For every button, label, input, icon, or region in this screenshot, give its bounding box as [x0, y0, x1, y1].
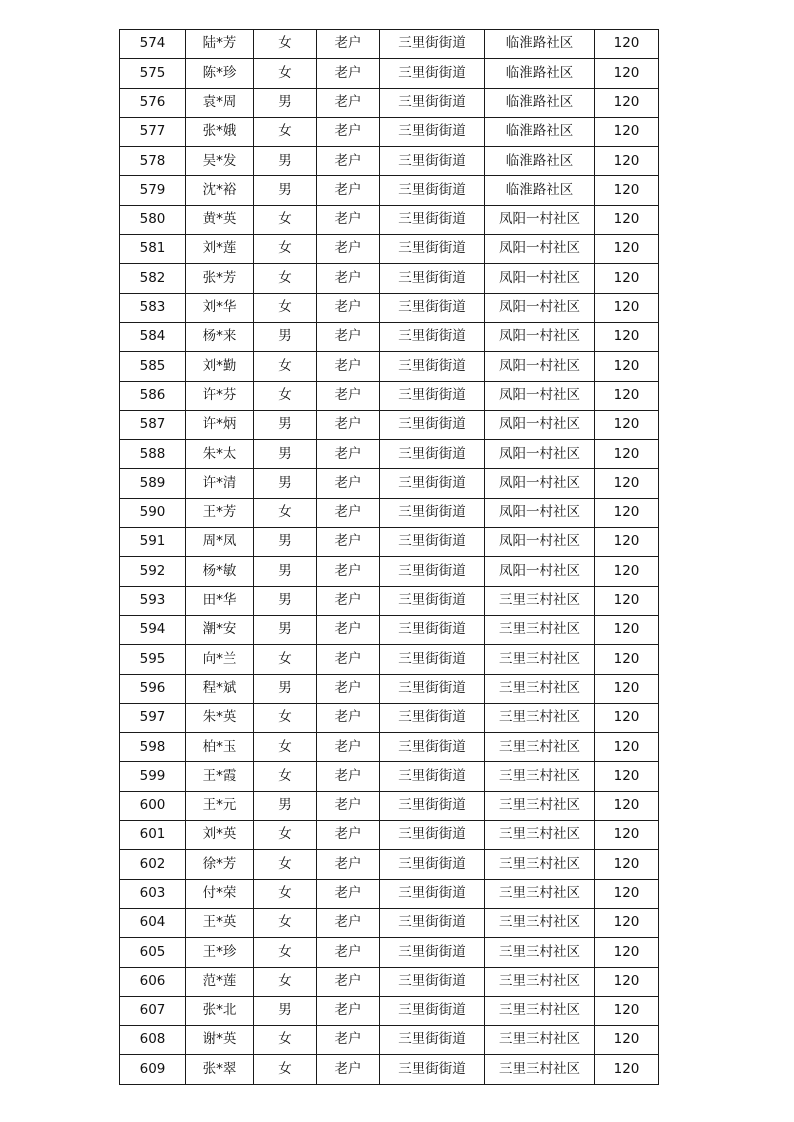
table-row — [120, 176, 659, 205]
table-row — [120, 996, 659, 1025]
serial-number-cell: 588 — [120, 440, 186, 469]
name-cell: 张*翠 — [186, 1055, 254, 1084]
street-cell: 三里街街道 — [380, 381, 485, 410]
community-cell: 临淮路社区 — [485, 59, 595, 88]
community-cell: 三里三村社区 — [485, 1026, 595, 1055]
gender-cell: 女 — [254, 293, 317, 322]
street-cell: 三里街街道 — [380, 528, 485, 557]
name-cell: 许*清 — [186, 469, 254, 498]
amount-cell: 120 — [595, 147, 659, 176]
household-type-cell: 老户 — [317, 996, 380, 1025]
amount-cell: 120 — [595, 440, 659, 469]
household-type-cell: 老户 — [317, 645, 380, 674]
name-cell: 沈*裕 — [186, 176, 254, 205]
name-cell: 王*珍 — [186, 938, 254, 967]
serial-number-cell: 603 — [120, 879, 186, 908]
amount-cell: 120 — [595, 117, 659, 146]
gender-cell: 男 — [254, 557, 317, 586]
community-cell: 三里三村社区 — [485, 762, 595, 791]
gender-cell: 女 — [254, 908, 317, 937]
name-cell: 张*芳 — [186, 264, 254, 293]
street-cell: 三里街街道 — [380, 440, 485, 469]
household-type-cell: 老户 — [317, 498, 380, 527]
table-row — [120, 293, 659, 322]
gender-cell: 男 — [254, 791, 317, 820]
community-cell: 凤阳一村社区 — [485, 557, 595, 586]
amount-cell: 120 — [595, 205, 659, 234]
amount-cell: 120 — [595, 908, 659, 937]
amount-cell: 120 — [595, 586, 659, 615]
street-cell: 三里街街道 — [380, 205, 485, 234]
gender-cell: 男 — [254, 322, 317, 351]
table-row — [120, 821, 659, 850]
table-row — [120, 469, 659, 498]
community-cell: 凤阳一村社区 — [485, 381, 595, 410]
table-row — [120, 645, 659, 674]
community-cell: 凤阳一村社区 — [485, 264, 595, 293]
gender-cell: 男 — [254, 674, 317, 703]
serial-number-cell: 607 — [120, 996, 186, 1025]
amount-cell: 120 — [595, 410, 659, 439]
street-cell: 三里街街道 — [380, 469, 485, 498]
serial-number-cell: 578 — [120, 147, 186, 176]
name-cell: 陆*芳 — [186, 30, 254, 59]
name-cell: 向*兰 — [186, 645, 254, 674]
serial-number-cell: 582 — [120, 264, 186, 293]
street-cell: 三里街街道 — [380, 293, 485, 322]
amount-cell: 120 — [595, 59, 659, 88]
household-type-cell: 老户 — [317, 293, 380, 322]
gender-cell: 女 — [254, 938, 317, 967]
amount-cell: 120 — [595, 791, 659, 820]
name-cell: 朱*英 — [186, 703, 254, 732]
serial-number-cell: 596 — [120, 674, 186, 703]
community-cell: 凤阳一村社区 — [485, 293, 595, 322]
street-cell: 三里街街道 — [380, 1026, 485, 1055]
community-cell: 凤阳一村社区 — [485, 322, 595, 351]
amount-cell: 120 — [595, 1026, 659, 1055]
community-cell: 三里三村社区 — [485, 938, 595, 967]
amount-cell: 120 — [595, 30, 659, 59]
gender-cell: 女 — [254, 59, 317, 88]
gender-cell: 女 — [254, 850, 317, 879]
community-cell: 三里三村社区 — [485, 703, 595, 732]
gender-cell: 女 — [254, 117, 317, 146]
gender-cell: 女 — [254, 352, 317, 381]
name-cell: 王*霞 — [186, 762, 254, 791]
household-type-cell: 老户 — [317, 879, 380, 908]
table-row — [120, 381, 659, 410]
amount-cell: 120 — [595, 381, 659, 410]
household-type-cell: 老户 — [317, 586, 380, 615]
household-type-cell: 老户 — [317, 147, 380, 176]
street-cell: 三里街街道 — [380, 967, 485, 996]
serial-number-cell: 580 — [120, 205, 186, 234]
community-cell: 三里三村社区 — [485, 586, 595, 615]
serial-number-cell: 602 — [120, 850, 186, 879]
serial-number-cell: 586 — [120, 381, 186, 410]
community-cell: 三里三村社区 — [485, 879, 595, 908]
table-row — [120, 703, 659, 732]
name-cell: 张*娥 — [186, 117, 254, 146]
serial-number-cell: 591 — [120, 528, 186, 557]
table-row — [120, 498, 659, 527]
household-type-cell: 老户 — [317, 352, 380, 381]
gender-cell: 男 — [254, 88, 317, 117]
amount-cell: 120 — [595, 850, 659, 879]
community-cell: 三里三村社区 — [485, 615, 595, 644]
gender-cell: 女 — [254, 30, 317, 59]
name-cell: 刘*勤 — [186, 352, 254, 381]
street-cell: 三里街街道 — [380, 1055, 485, 1084]
household-type-cell: 老户 — [317, 762, 380, 791]
gender-cell: 男 — [254, 586, 317, 615]
street-cell: 三里街街道 — [380, 264, 485, 293]
household-type-cell: 老户 — [317, 30, 380, 59]
street-cell: 三里街街道 — [380, 498, 485, 527]
table-row — [120, 117, 659, 146]
name-cell: 陈*珍 — [186, 59, 254, 88]
household-type-cell: 老户 — [317, 674, 380, 703]
gender-cell: 女 — [254, 733, 317, 762]
name-cell: 杨*敏 — [186, 557, 254, 586]
household-type-cell: 老户 — [317, 235, 380, 264]
amount-cell: 120 — [595, 1055, 659, 1084]
household-type-cell: 老户 — [317, 1055, 380, 1084]
serial-number-cell: 589 — [120, 469, 186, 498]
household-type-cell: 老户 — [317, 440, 380, 469]
street-cell: 三里街街道 — [380, 30, 485, 59]
gender-cell: 女 — [254, 645, 317, 674]
serial-number-cell: 597 — [120, 703, 186, 732]
community-cell: 凤阳一村社区 — [485, 498, 595, 527]
community-cell: 凤阳一村社区 — [485, 528, 595, 557]
community-cell: 三里三村社区 — [485, 674, 595, 703]
name-cell: 袁*周 — [186, 88, 254, 117]
household-type-cell: 老户 — [317, 908, 380, 937]
serial-number-cell: 579 — [120, 176, 186, 205]
household-type-cell: 老户 — [317, 821, 380, 850]
table-row — [120, 235, 659, 264]
serial-number-cell: 575 — [120, 59, 186, 88]
street-cell: 三里街街道 — [380, 235, 485, 264]
community-cell: 临淮路社区 — [485, 176, 595, 205]
roster-body — [120, 30, 659, 1085]
serial-number-cell: 583 — [120, 293, 186, 322]
serial-number-cell: 585 — [120, 352, 186, 381]
street-cell: 三里街街道 — [380, 791, 485, 820]
household-type-cell: 老户 — [317, 264, 380, 293]
name-cell: 刘*华 — [186, 293, 254, 322]
gender-cell: 男 — [254, 410, 317, 439]
table-row — [120, 879, 659, 908]
community-cell: 凤阳一村社区 — [485, 440, 595, 469]
gender-cell: 男 — [254, 147, 317, 176]
gender-cell: 男 — [254, 996, 317, 1025]
table-row — [120, 967, 659, 996]
roster-table — [119, 29, 659, 1085]
community-cell: 临淮路社区 — [485, 147, 595, 176]
community-cell: 三里三村社区 — [485, 908, 595, 937]
household-type-cell: 老户 — [317, 791, 380, 820]
gender-cell: 男 — [254, 440, 317, 469]
street-cell: 三里街街道 — [380, 703, 485, 732]
community-cell: 凤阳一村社区 — [485, 469, 595, 498]
street-cell: 三里街街道 — [380, 996, 485, 1025]
household-type-cell: 老户 — [317, 205, 380, 234]
amount-cell: 120 — [595, 703, 659, 732]
household-type-cell: 老户 — [317, 967, 380, 996]
amount-cell: 120 — [595, 322, 659, 351]
gender-cell: 女 — [254, 264, 317, 293]
table-row — [120, 528, 659, 557]
table-row — [120, 410, 659, 439]
serial-number-cell: 601 — [120, 821, 186, 850]
amount-cell: 120 — [595, 879, 659, 908]
amount-cell: 120 — [595, 528, 659, 557]
household-type-cell: 老户 — [317, 59, 380, 88]
community-cell: 三里三村社区 — [485, 996, 595, 1025]
street-cell: 三里街街道 — [380, 176, 485, 205]
amount-cell: 120 — [595, 235, 659, 264]
street-cell: 三里街街道 — [380, 674, 485, 703]
household-type-cell: 老户 — [317, 381, 380, 410]
name-cell: 刘*英 — [186, 821, 254, 850]
street-cell: 三里街街道 — [380, 88, 485, 117]
serial-number-cell: 584 — [120, 322, 186, 351]
street-cell: 三里街街道 — [380, 938, 485, 967]
name-cell: 潮*安 — [186, 615, 254, 644]
table-row — [120, 674, 659, 703]
amount-cell: 120 — [595, 733, 659, 762]
name-cell: 柏*玉 — [186, 733, 254, 762]
amount-cell: 120 — [595, 938, 659, 967]
table-row — [120, 615, 659, 644]
community-cell: 临淮路社区 — [485, 30, 595, 59]
community-cell: 凤阳一村社区 — [485, 410, 595, 439]
serial-number-cell: 594 — [120, 615, 186, 644]
household-type-cell: 老户 — [317, 528, 380, 557]
amount-cell: 120 — [595, 352, 659, 381]
name-cell: 黄*英 — [186, 205, 254, 234]
gender-cell: 男 — [254, 528, 317, 557]
household-type-cell: 老户 — [317, 850, 380, 879]
serial-number-cell: 600 — [120, 791, 186, 820]
amount-cell: 120 — [595, 264, 659, 293]
table-row — [120, 762, 659, 791]
serial-number-cell: 590 — [120, 498, 186, 527]
name-cell: 程*斌 — [186, 674, 254, 703]
table-row — [120, 205, 659, 234]
serial-number-cell: 608 — [120, 1026, 186, 1055]
gender-cell: 女 — [254, 967, 317, 996]
street-cell: 三里街街道 — [380, 615, 485, 644]
amount-cell: 120 — [595, 615, 659, 644]
street-cell: 三里街街道 — [380, 410, 485, 439]
name-cell: 刘*莲 — [186, 235, 254, 264]
street-cell: 三里街街道 — [380, 762, 485, 791]
gender-cell: 男 — [254, 469, 317, 498]
table-row — [120, 908, 659, 937]
name-cell: 范*莲 — [186, 967, 254, 996]
table-row — [120, 440, 659, 469]
name-cell: 许*芬 — [186, 381, 254, 410]
name-cell: 许*炳 — [186, 410, 254, 439]
gender-cell: 女 — [254, 498, 317, 527]
serial-number-cell: 605 — [120, 938, 186, 967]
community-cell: 临淮路社区 — [485, 117, 595, 146]
gender-cell: 女 — [254, 1055, 317, 1084]
household-type-cell: 老户 — [317, 176, 380, 205]
gender-cell: 女 — [254, 1026, 317, 1055]
street-cell: 三里街街道 — [380, 352, 485, 381]
street-cell: 三里街街道 — [380, 117, 485, 146]
table-row — [120, 586, 659, 615]
street-cell: 三里街街道 — [380, 821, 485, 850]
amount-cell: 120 — [595, 293, 659, 322]
gender-cell: 男 — [254, 176, 317, 205]
table-row — [120, 264, 659, 293]
serial-number-cell: 592 — [120, 557, 186, 586]
street-cell: 三里街街道 — [380, 733, 485, 762]
table-row — [120, 938, 659, 967]
gender-cell: 女 — [254, 235, 317, 264]
amount-cell: 120 — [595, 645, 659, 674]
gender-cell: 女 — [254, 703, 317, 732]
household-type-cell: 老户 — [317, 1026, 380, 1055]
household-type-cell: 老户 — [317, 733, 380, 762]
community-cell: 三里三村社区 — [485, 967, 595, 996]
household-type-cell: 老户 — [317, 938, 380, 967]
table-row — [120, 1026, 659, 1055]
name-cell: 周*凤 — [186, 528, 254, 557]
serial-number-cell: 574 — [120, 30, 186, 59]
serial-number-cell: 598 — [120, 733, 186, 762]
serial-number-cell: 604 — [120, 908, 186, 937]
name-cell: 王*元 — [186, 791, 254, 820]
name-cell: 杨*来 — [186, 322, 254, 351]
name-cell: 王*芳 — [186, 498, 254, 527]
community-cell: 凤阳一村社区 — [485, 235, 595, 264]
gender-cell: 女 — [254, 821, 317, 850]
amount-cell: 120 — [595, 88, 659, 117]
table-row — [120, 791, 659, 820]
street-cell: 三里街街道 — [380, 147, 485, 176]
community-cell: 三里三村社区 — [485, 733, 595, 762]
amount-cell: 120 — [595, 996, 659, 1025]
name-cell: 田*华 — [186, 586, 254, 615]
name-cell: 付*荣 — [186, 879, 254, 908]
amount-cell: 120 — [595, 762, 659, 791]
community-cell: 三里三村社区 — [485, 850, 595, 879]
household-type-cell: 老户 — [317, 410, 380, 439]
gender-cell: 女 — [254, 762, 317, 791]
table-row — [120, 59, 659, 88]
gender-cell: 男 — [254, 615, 317, 644]
name-cell: 王*英 — [186, 908, 254, 937]
amount-cell: 120 — [595, 176, 659, 205]
street-cell: 三里街街道 — [380, 645, 485, 674]
table-row — [120, 30, 659, 59]
street-cell: 三里街街道 — [380, 557, 485, 586]
street-cell: 三里街街道 — [380, 908, 485, 937]
household-type-cell: 老户 — [317, 322, 380, 351]
household-type-cell: 老户 — [317, 117, 380, 146]
household-type-cell: 老户 — [317, 557, 380, 586]
amount-cell: 120 — [595, 967, 659, 996]
table-row — [120, 88, 659, 117]
name-cell: 谢*英 — [186, 1026, 254, 1055]
gender-cell: 女 — [254, 879, 317, 908]
street-cell: 三里街街道 — [380, 879, 485, 908]
amount-cell: 120 — [595, 498, 659, 527]
gender-cell: 女 — [254, 381, 317, 410]
table-row — [120, 147, 659, 176]
household-type-cell: 老户 — [317, 469, 380, 498]
community-cell: 凤阳一村社区 — [485, 352, 595, 381]
name-cell: 吴*发 — [186, 147, 254, 176]
table-row — [120, 850, 659, 879]
household-type-cell: 老户 — [317, 88, 380, 117]
table-row — [120, 352, 659, 381]
household-type-cell: 老户 — [317, 703, 380, 732]
table-row — [120, 557, 659, 586]
serial-number-cell: 606 — [120, 967, 186, 996]
serial-number-cell: 599 — [120, 762, 186, 791]
amount-cell: 120 — [595, 557, 659, 586]
community-cell: 三里三村社区 — [485, 1055, 595, 1084]
amount-cell: 120 — [595, 674, 659, 703]
serial-number-cell: 595 — [120, 645, 186, 674]
community-cell: 三里三村社区 — [485, 645, 595, 674]
community-cell: 三里三村社区 — [485, 821, 595, 850]
serial-number-cell: 593 — [120, 586, 186, 615]
gender-cell: 女 — [254, 205, 317, 234]
serial-number-cell: 609 — [120, 1055, 186, 1084]
serial-number-cell: 587 — [120, 410, 186, 439]
amount-cell: 120 — [595, 821, 659, 850]
serial-number-cell: 581 — [120, 235, 186, 264]
name-cell: 徐*芳 — [186, 850, 254, 879]
amount-cell: 120 — [595, 469, 659, 498]
name-cell: 朱*太 — [186, 440, 254, 469]
street-cell: 三里街街道 — [380, 322, 485, 351]
name-cell: 张*北 — [186, 996, 254, 1025]
street-cell: 三里街街道 — [380, 586, 485, 615]
serial-number-cell: 577 — [120, 117, 186, 146]
table-row — [120, 733, 659, 762]
street-cell: 三里街街道 — [380, 59, 485, 88]
table-row — [120, 1055, 659, 1084]
community-cell: 临淮路社区 — [485, 88, 595, 117]
community-cell: 凤阳一村社区 — [485, 205, 595, 234]
table-row — [120, 322, 659, 351]
street-cell: 三里街街道 — [380, 850, 485, 879]
serial-number-cell: 576 — [120, 88, 186, 117]
community-cell: 三里三村社区 — [485, 791, 595, 820]
household-type-cell: 老户 — [317, 615, 380, 644]
